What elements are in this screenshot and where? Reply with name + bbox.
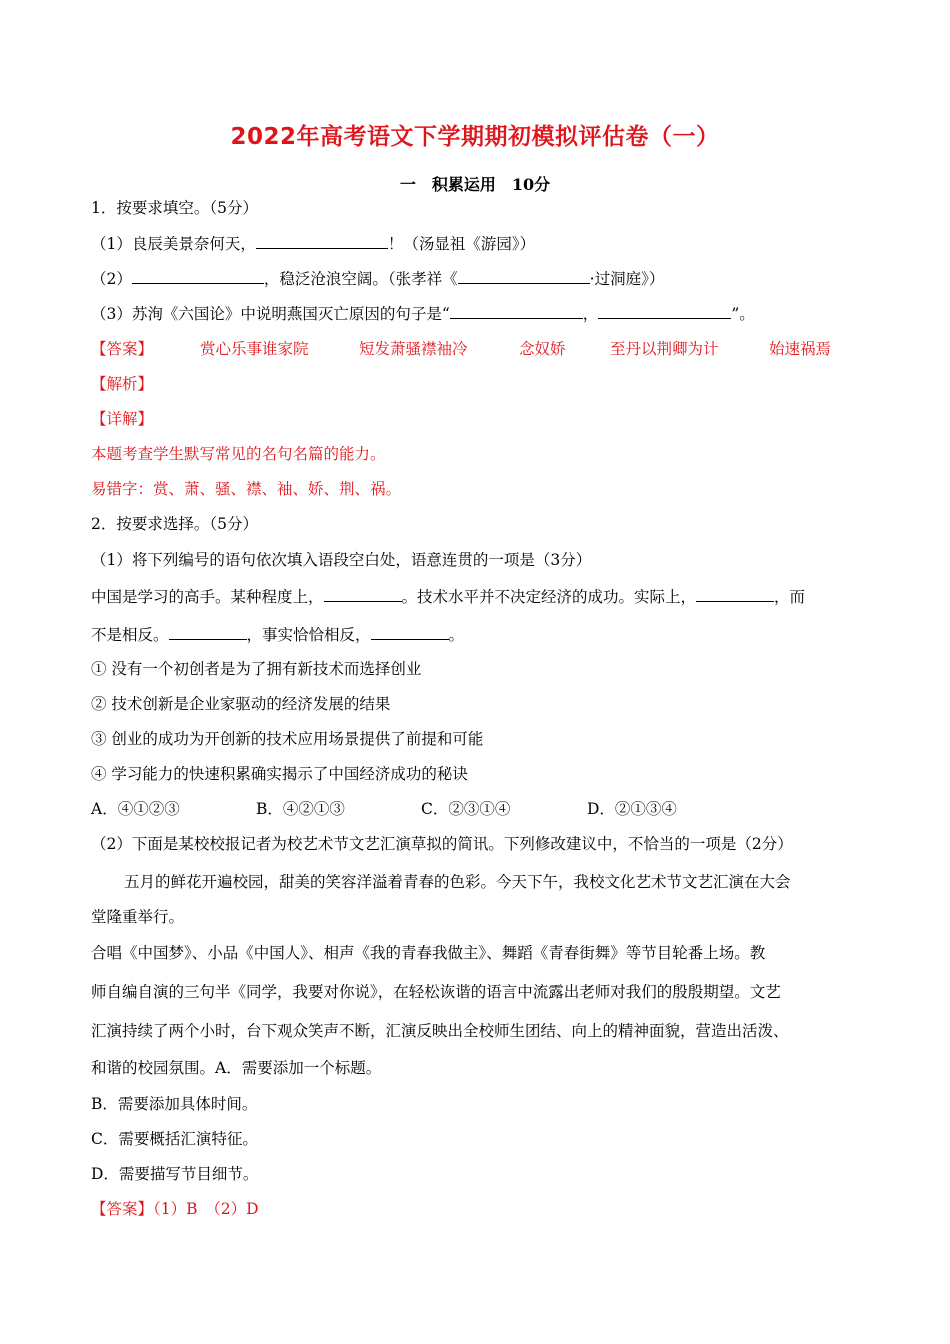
- q1-item3-sep: ，: [582, 305, 599, 323]
- sentence-option: ④ 学习能力的快速积累确实揭示了中国经济成功的秘诀: [91, 765, 468, 783]
- fill-blank: [256, 233, 388, 249]
- answer-label: 【答案】: [91, 340, 154, 358]
- passage-text: 不是相反。: [91, 626, 169, 644]
- section-heading: 一 积累运用 10分: [399, 175, 551, 194]
- fill-blank: [132, 268, 264, 284]
- passage-text: 中国是学习的高手。某种程度上，: [91, 588, 324, 606]
- q1-item3-end: ”。: [731, 305, 755, 323]
- q2-sub2: （2）下面是某校校报记者为校艺术节文艺汇演草拟的简讯。下列修改建议中，不恰当的一项是（2分）: [91, 835, 793, 853]
- sentence-option: ② 技术创新是企业家驱动的经济发展的结果: [91, 695, 391, 713]
- q2-sub1: （1）将下列编号的语句依次填入语段空白处，语意连贯的一项是（3分）: [91, 551, 592, 569]
- q1-item1-text: （1）良辰美景奈何天，: [91, 235, 256, 253]
- q1-stem: 1．按要求填空。（5分）: [91, 199, 258, 217]
- choice-a: A．④①②③: [91, 800, 180, 818]
- fill-blank: [371, 624, 449, 640]
- detail-text: 易错字：赏、萧、骚、襟、袖、娇、荆、祸。: [91, 480, 402, 498]
- choice-b: B．需要添加具体时间。: [91, 1095, 258, 1113]
- sentence-option: ① 没有一个初创者是为了拥有新技术而选择创业: [91, 660, 422, 678]
- detail-text: 本题考查学生默写常见的名句名篇的能力。: [91, 445, 386, 463]
- q1-item3: [91, 303, 755, 324]
- choice-c: C．需要概括汇演特征。: [91, 1130, 258, 1148]
- fill-blank: [450, 303, 583, 319]
- q1-item1-source: ！（汤显祖《游园》）: [387, 235, 536, 253]
- news-paragraph: 和谐的校园氛围。A．需要添加一个标题。: [91, 1059, 382, 1077]
- q1-item1: [91, 233, 535, 254]
- passage-text: 。: [448, 626, 465, 644]
- answer-label: 【答案】: [91, 1200, 154, 1218]
- answer-item: 赏心乐事谁家院: [200, 340, 309, 358]
- q1-item2-end: ·过洞庭》）: [589, 270, 665, 288]
- fill-blank: [169, 624, 247, 640]
- q1-item2-mid: ，稳泛沧浪空阔。（张孝祥《: [263, 270, 458, 288]
- page-title: 2022年高考语文下学期期初模拟评估卷（一）: [230, 124, 720, 150]
- fill-blank: [324, 586, 402, 602]
- fill-blank: [598, 303, 731, 319]
- q1-item3-text: （3）苏洵《六国论》中说明燕国灭亡原因的句子是“: [91, 305, 450, 323]
- q1-item2: [91, 268, 664, 289]
- q2-passage-line: [91, 624, 464, 645]
- q1-item2-text: （2）: [91, 270, 132, 288]
- passage-text: ，事实恰恰相反，: [246, 626, 371, 644]
- answer-text: （1）B （2）D: [153, 1200, 259, 1218]
- q2-stem: 2．按要求选择。（5分）: [91, 515, 258, 533]
- passage-text: 。技术水平并不决定经济的成功。实际上，: [401, 588, 697, 606]
- detail-label: 【详解】: [91, 410, 154, 428]
- fill-blank: [458, 268, 590, 284]
- choice-d: D．②①③④: [587, 800, 677, 818]
- news-paragraph: 师自编自演的三句半《同学，我要对你说》，在轻松诙谐的语言中流露出老师对我们的殷殷期望。文艺: [91, 983, 781, 1001]
- choice-d: D．需要描写节目细节。: [91, 1165, 259, 1183]
- analysis-label: 【解析】: [91, 375, 154, 393]
- fill-blank: [696, 586, 774, 602]
- choice-c: C．②③①④: [421, 800, 511, 818]
- answer-item: 念奴娇: [519, 340, 566, 358]
- q2-choices: [91, 799, 791, 819]
- sentence-option: ③ 创业的成功为开创新的技术应用场景提供了前提和可能: [91, 730, 484, 748]
- news-paragraph: 五月的鲜花开遍校园，甜美的笑容洋溢着青春的色彩。今天下午，我校文化艺术节文艺汇演在大会: [124, 873, 791, 891]
- answer-item: 短发萧骚襟袖冷: [359, 340, 468, 358]
- news-paragraph: 合唱《中国梦》、小品《中国人》、相声《我的青春我做主》、舞蹈《青春街舞》等节目轮番上场。教: [91, 944, 766, 962]
- q2-answer-row: [91, 1199, 259, 1219]
- passage-text: ，而: [774, 588, 806, 606]
- choice-b: B．④②①③: [256, 800, 345, 818]
- answer-item: 至丹以荆卿为计: [610, 340, 719, 358]
- q1-answer-row: [91, 339, 851, 359]
- news-paragraph: 堂隆重举行。: [91, 908, 185, 926]
- news-paragraph: 汇演持续了两个小时，台下观众笑声不断，汇演反映出全校师生团结、向上的精神面貌，营造出活泼、: [91, 1022, 789, 1040]
- q2-passage-line: [91, 586, 805, 607]
- answer-item: 始速祸焉: [769, 340, 832, 358]
